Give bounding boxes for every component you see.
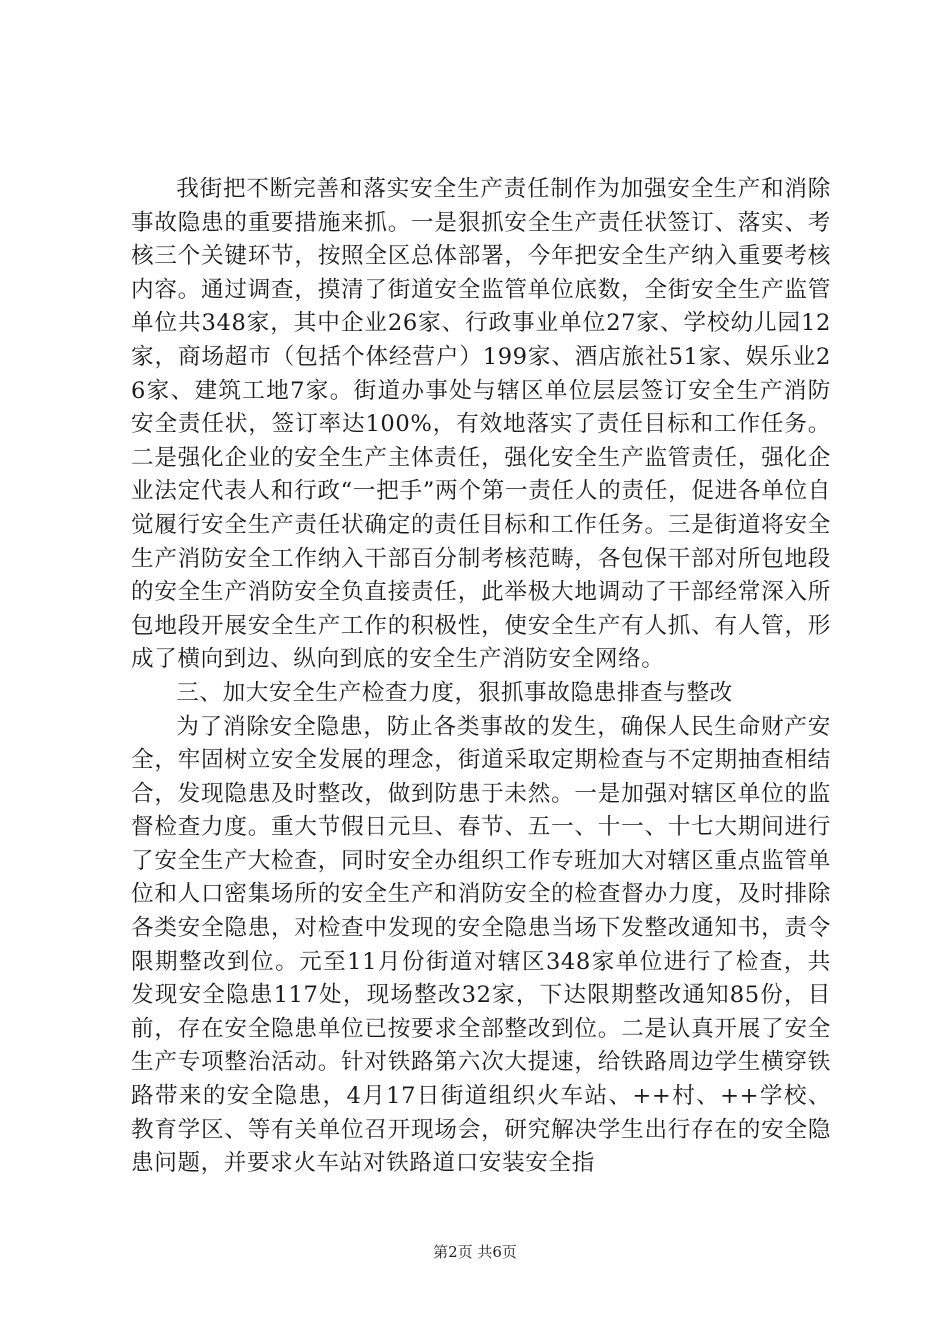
page-footer: 第2页 共6页 [433, 1243, 517, 1261]
section-heading: 三、加大安全生产检查力度，狠抓事故隐患排查与整改 [176, 679, 733, 706]
paragraph-inspection: 为了消除安全隐患，防止各类事故的发生，确保人民生命财产安全，牢固树立安全发展的理念，街道采取定期检查与不定期抽查相结合，发现隐患及时整改，做到防患于未然。一是加强对辖区单位的监督检查力度。重大节假日元旦、春节、五一、十一、十七大期间进行了安全生产大检查，同时安全办组织工作专班加大对辖区重点监管单位和人口密集场所的安全生产和消防安全的检查督办力度，及时排除各类安全隐患，对检查中发现的安全隐患当场下发整改通知书，责令限期整改到位。元至11月份街道对辖区348家单位进行了检查，共发现安全隐患117处，现场整改32家，下达限期整改通知85份，目前，存在安全隐患单位已按要求全部整改到位。二是认真开展了安全生产专项整治活动。针对铁路第六次大提速，给铁路周边学生横穿铁路带来的安全隐患，4月17日街道组织火车站、++村、++学校、教育学区、等有关单位召开现场会，研究解决学生出行存在的安全隐患问题，并要求火车站对铁路道口安装安全指 [131, 713, 831, 1177]
document-body [131, 173, 831, 1181]
paragraph-responsibility: 我街把不断完善和落实安全生产责任制作为加强安全生产和消除事故隐患的重要措施来抓。一是狠抓安全生产责任状签订、落实、考核三个关键环节，按照全区总体部署，今年把安全生产纳入重要考核内容。通过调查，摸清了街道安全监管单位底数，全街安全生产监管单位共348家，其中企业26家、行政事业单位27家、学校幼儿园12家，商场超市（包括个体经营户）199家、酒店旅社51家、娱乐业26家、建筑工地7家。街道办事处与辖区单位层层签订安全生产消防安全责任状，签订率达100%，有效地落实了责任目标和工作任务。二是强化企业的安全生产主体责任，强化安全生产监管责任，强化企业法定代表人和行政“一把手”两个第一责任人的责任，促进各单位自觉履行安全生产责任状确定的责任目标和工作任务。三是街道将安全生产消防安全工作纳入干部百分制考核范畴，各包保干部对所包地段的安全生产消防安全负直接责任，此举极大地调动了干部经常深入所包地段开展安全生产工作的积极性，使安全生产有人抓、有人管，形成了横向到边、纵向到底的安全生产消防安全网络。 [131, 176, 831, 673]
